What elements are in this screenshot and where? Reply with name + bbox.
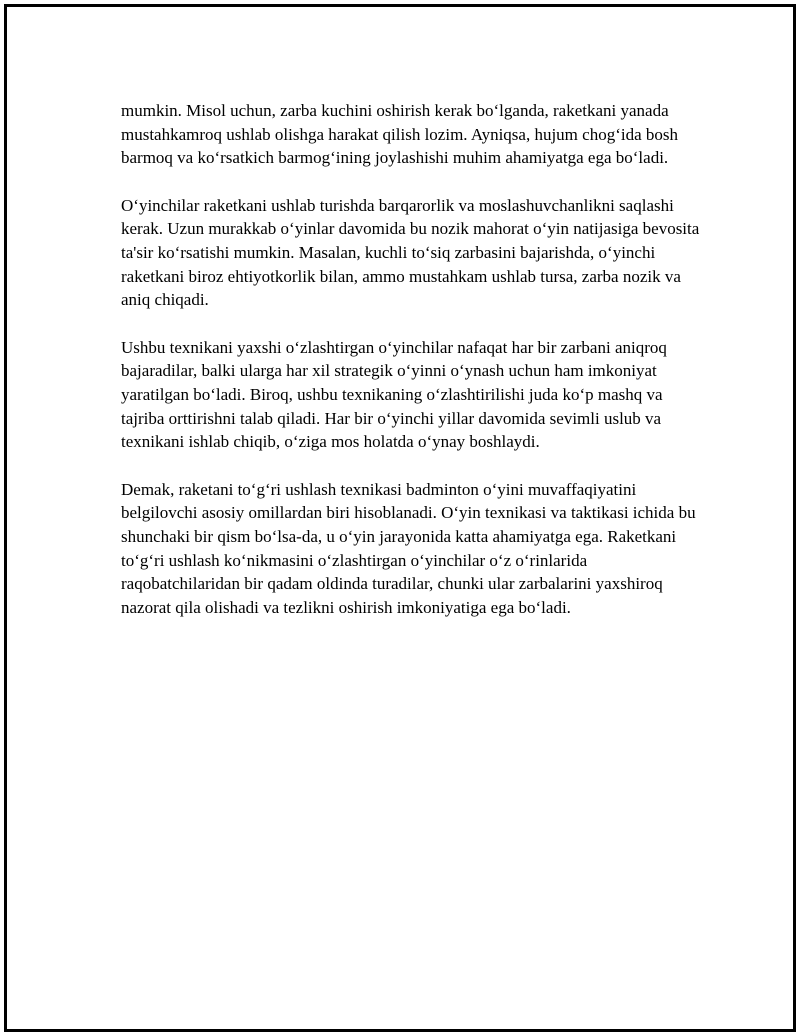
document-body xyxy=(121,99,706,643)
paragraph-4: Demak, raketani to‘g‘ri ushlash texnikasi badminton o‘yini muvaffaqiyatini belgilovchi asosiy omillardan biri hisoblanadi. O‘yin texnikasi va taktikasi ichida bu shunchaki bir qism bo‘lsa-da, u o‘yin jarayonida katta ahamiyatga ega. Raketkani to‘g‘ri ushlash ko‘nikmasini o‘zlashtirgan o‘yinchilar o‘z o‘rinlarida raqobatchilaridan bir qadam oldinda turadilar, chunki ular zarbalarini yaxshiroq nazorat qila olishadi va tezlikni oshirish imkoniyatiga ega bo‘ladi. xyxy=(121,479,696,617)
paragraph-1: mumkin. Misol uchun, zarba kuchini oshirish kerak bo‘lganda, raketkani yanada mustahkamroq ushlab olishga harakat qilish lozim. Ayniqsa, hujum chog‘ida bosh barmoq va ko‘rsatkich barmog‘ining joylashishi muhim ahamiyatga ega bo‘ladi. xyxy=(121,101,678,168)
paragraph-2: O‘yinchilar raketkani ushlab turishda barqarorlik va moslashuvchanlikni saqlashi kerak. Uzun murakkab o‘yinlar davomida bu nozik mahorat o‘yin natijasiga bevosita ta'sir ko‘rsatishi mumkin. Masalan, kuchli to‘siq zarbasini bajarishda, o‘yinchi raketkani biroz ehtiyotkorlik bilan, ammo mustahkam ushlab tursa, zarba nozik va aniq chiqadi. xyxy=(121,195,700,310)
paragraph-3: Ushbu texnikani yaxshi o‘zlashtirgan o‘yinchilar nafaqat har bir zarbani aniqroq bajaradilar, balki ularga har xil strategik o‘yinni o‘ynash uchun ham imkoniyat yaratilgan bo‘ladi. Biroq, ushbu texnikaning o‘zlashtirilishi juda ko‘p mashq va tajriba orttirishni talab qiladi. Har bir o‘yinchi yillar davomida sevimli uslub va texnikani ishlab chiqib, o‘ziga mos holatda o‘ynay boshlaydi. xyxy=(121,337,667,452)
document-page xyxy=(4,4,796,1032)
